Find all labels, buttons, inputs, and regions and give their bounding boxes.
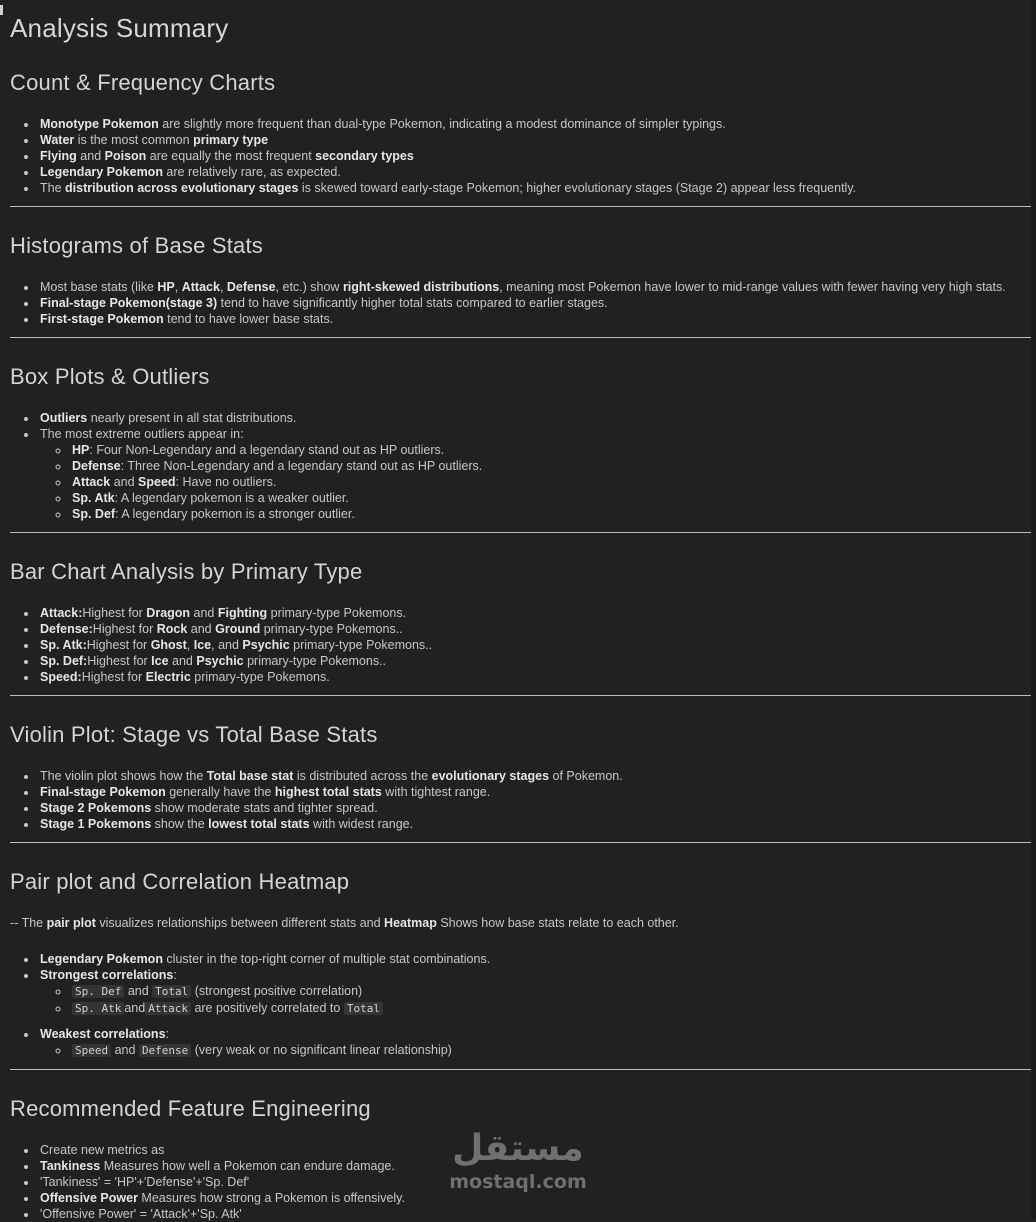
section-divider	[10, 1069, 1036, 1070]
bold-text: Defense:	[40, 622, 93, 636]
bold-text: Dragon	[146, 606, 191, 620]
list-item: ◦ Sp. Def and Total (strongest positive correlation)	[70, 983, 1036, 1000]
list-item: • Speed:Highest for Electric primary-type Pokemons.	[38, 669, 1036, 685]
bold-text: Offensive Power	[40, 1191, 138, 1205]
bold-text: Defense	[72, 459, 121, 473]
bold-text: Poison	[104, 149, 147, 163]
inline-code: Attack	[145, 1002, 191, 1015]
section-intro: -- The pair plot visualizes relationships between different stats and Heatmap Shows how base stats relate to each other.	[10, 916, 679, 930]
list-item: • Create new metrics as	[38, 1142, 1036, 1158]
bold-text: Sp. Atk	[72, 491, 115, 505]
list-item: ◦ Speed and Defense (very weak or no significant linear relationship)	[70, 1042, 1036, 1059]
section-heading: Count & Frequency Charts	[10, 70, 276, 95]
bold-text: Sp. Def:	[40, 654, 88, 668]
section-heading: Box Plots & Outliers	[10, 364, 210, 389]
bullet-list	[10, 1142, 1036, 1222]
bold-text: Weakest correlations	[40, 1027, 166, 1041]
list-item: ◦ Sp. Def: A legendary pokemon is a stronger outlier.	[70, 506, 1036, 522]
list-item: • Final-stage Pokemon generally have the highest total stats with tightest range.	[38, 784, 1036, 800]
page-title: Analysis Summary	[10, 13, 229, 43]
bold-text: Sp. Atk:	[40, 638, 87, 652]
list-item: • Offensive Power Measures how strong a Pokemon is offensively.	[38, 1190, 1036, 1206]
inline-code: Total	[152, 985, 191, 998]
bold-text: Psychic	[242, 638, 290, 652]
bold-text: Attack	[181, 280, 220, 294]
list-item: • Legendary Pokemon cluster in the top-right corner of multiple stat combinations.	[38, 951, 1036, 967]
section-heading: Recommended Feature Engineering	[10, 1096, 371, 1121]
list-item: • Strongest correlations: ◦ Sp. Def and Total (strongest positive correlation) ◦ Sp. Atk and Attack are positively correlated to Total	[38, 967, 1036, 1017]
bold-text: highest total stats	[274, 785, 382, 799]
cell-focus-mark	[0, 5, 3, 15]
section-heading: Histograms of Base Stats	[10, 233, 264, 258]
watermark-logo: مستقل	[452, 1128, 584, 1169]
bold-text: Ice	[193, 638, 212, 652]
bold-text: Attack	[72, 475, 111, 489]
bold-text: Electric	[145, 670, 191, 684]
list-item: ◦ Attack and Speed: Have no outliers.	[70, 474, 1036, 490]
list-item: • Defense:Highest for Rock and Ground primary-type Pokemons..	[38, 621, 1036, 637]
list-item: • Final-stage Pokemon(stage 3) tend to have significantly higher total stats compared to earlier stages.	[38, 295, 1036, 311]
bold-text: Monotype Pokemon	[40, 117, 159, 131]
bold-text: Defense	[226, 280, 276, 294]
list-item: • Stage 2 Pokemons show moderate stats and tighter spread.	[38, 800, 1036, 816]
bold-text: HP	[157, 280, 175, 294]
bold-text: Fighting	[217, 606, 268, 620]
inline-code: Defense	[139, 1044, 191, 1057]
list-item: ◦ Defense: Three Non-Legendary and a legendary stand out as HP outliers.	[70, 458, 1036, 474]
list-item: • Most base stats (like HP, Attack, Defense, etc.) show right-skewed distributions, meaning most Pokemon have lower to mid-range values with fewer having very high stats.	[38, 279, 1036, 295]
list-item: • Sp. Atk:Highest for Ghost, Ice, and Psychic primary-type Pokemons..	[38, 637, 1036, 653]
bold-text: right-skewed distributions	[342, 280, 500, 294]
sub-bullet-list	[40, 983, 1036, 1017]
bold-text: Speed	[138, 475, 176, 489]
bold-text: distribution across evolutionary stages	[65, 181, 299, 195]
list-item: • Weakest correlations: ◦ Speed and Defense (very weak or no significant linear relationship)	[38, 1026, 1036, 1059]
bold-text: First-stage Pokemon	[40, 312, 164, 326]
bold-text: Legendary Pokemon	[40, 952, 163, 966]
list-item: • Flying and Poison are equally the most frequent secondary types	[38, 148, 1036, 164]
bold-text: Strongest correlations	[40, 968, 174, 982]
bullet-list	[10, 279, 1036, 327]
bold-text: Tankiness	[40, 1159, 101, 1173]
bold-text: Final-stage Pokemon(stage 3)	[40, 296, 218, 310]
content	[10, 70, 1036, 1222]
bold-text: Legendary Pokemon	[40, 165, 163, 179]
bold-text: Ghost	[150, 638, 187, 652]
list-item: • The most extreme outliers appear in: ◦ HP: Four Non-Legendary and a legendary stand out as HP outliers. ◦ Defense: Three Non-Legendary and a legendary stand out as HP outliers. ◦ Attack and Speed: Have no outliers. ◦ Sp. Atk: A legendary pokemon is a weaker outlier. ◦ Sp. Def: A legendary pokemon is a stronger outlier.	[38, 426, 1036, 522]
bold-text: Ice	[151, 654, 169, 668]
watermark-domain: mostaql.com	[449, 1171, 587, 1193]
bold-text: primary type	[193, 133, 269, 147]
bullet-list	[10, 605, 1036, 685]
section-divider	[10, 695, 1036, 696]
section-divider	[10, 842, 1036, 843]
bold-text: Stage 2 Pokemons	[40, 801, 152, 815]
inline-code: Sp. Atk	[72, 1002, 124, 1015]
bold-text: Heatmap	[384, 916, 437, 930]
bold-text: pair plot	[46, 916, 96, 930]
bold-text: Sp. Def	[72, 507, 116, 521]
section-divider	[10, 206, 1036, 207]
list-item: • Legendary Pokemon are relatively rare, as expected.	[38, 164, 1036, 180]
list-item: • The distribution across evolutionary stages is skewed toward early-stage Pokemon; higher evolutionary stages (Stage 2) appear less frequently.	[38, 180, 1036, 196]
inline-code: Sp. Def	[72, 985, 124, 998]
list-item: ◦ HP: Four Non-Legendary and a legendary stand out as HP outliers.	[70, 442, 1036, 458]
section-heading: Bar Chart Analysis by Primary Type	[10, 559, 363, 584]
list-item: • 'Tankiness' = 'HP'+'Defense'+'Sp. Def'	[38, 1174, 1036, 1190]
bullet-list	[10, 410, 1036, 522]
bold-text: Stage 1 Pokemons	[40, 817, 152, 831]
section-divider	[10, 337, 1036, 338]
list-item: • Water is the most common primary type	[38, 132, 1036, 148]
bold-text: Final-stage Pokemon	[40, 785, 166, 799]
bullet-list	[10, 116, 1036, 196]
list-item: • First-stage Pokemon tend to have lower base stats.	[38, 311, 1036, 327]
bold-text: Total base stat	[206, 769, 294, 783]
bold-text: Flying	[40, 149, 77, 163]
list-item: • Attack:Highest for Dragon and Fighting primary-type Pokemons.	[38, 605, 1036, 621]
bold-text: HP	[72, 443, 90, 457]
inline-code: Total	[344, 1002, 383, 1015]
bold-text: evolutionary stages	[431, 769, 550, 783]
list-item: • Monotype Pokemon are slightly more frequent than dual-type Pokemon, indicating a modest dominance of simpler typings.	[38, 116, 1036, 132]
list-item: ◦ Sp. Atk: A legendary pokemon is a weaker outlier.	[70, 490, 1036, 506]
inline-code: Speed	[72, 1044, 111, 1057]
bullet-list	[10, 768, 1036, 832]
section-divider	[10, 532, 1036, 533]
bold-text: Speed:	[40, 670, 82, 684]
bold-text: lowest total stats	[208, 817, 310, 831]
sub-bullet-list	[40, 1042, 1036, 1059]
bold-text: Outliers	[40, 411, 88, 425]
list-item: • Sp. Def:Highest for Ice and Psychic primary-type Pokemons..	[38, 653, 1036, 669]
list-item: • Tankiness Measures how well a Pokemon can endure damage.	[38, 1158, 1036, 1174]
list-item: ◦ Sp. Atk and Attack are positively correlated to Total	[70, 1000, 1036, 1017]
bold-text: Attack:	[40, 606, 83, 620]
list-item: • 'Offensive Power' = 'Attack'+'Sp. Atk'	[38, 1206, 1036, 1222]
bold-text: Ground	[215, 622, 261, 636]
bullet-list	[10, 951, 1036, 1059]
section-heading: Violin Plot: Stage vs Total Base Stats	[10, 722, 378, 747]
list-item: • The violin plot shows how the Total base stat is distributed across the evolutionary stages of Pokemon.	[38, 768, 1036, 784]
list-item: • Stage 1 Pokemons show the lowest total stats with widest range.	[38, 816, 1036, 832]
bold-text: Rock	[156, 622, 188, 636]
list-item: • Outliers nearly present in all stat distributions.	[38, 410, 1036, 426]
bold-text: Water	[40, 133, 75, 147]
sub-bullet-list	[40, 442, 1036, 522]
bold-text: secondary types	[315, 149, 414, 163]
bold-text: Psychic	[196, 654, 244, 668]
section-heading: Pair plot and Correlation Heatmap	[10, 869, 350, 894]
right-edge-strip	[1031, 0, 1036, 1219]
